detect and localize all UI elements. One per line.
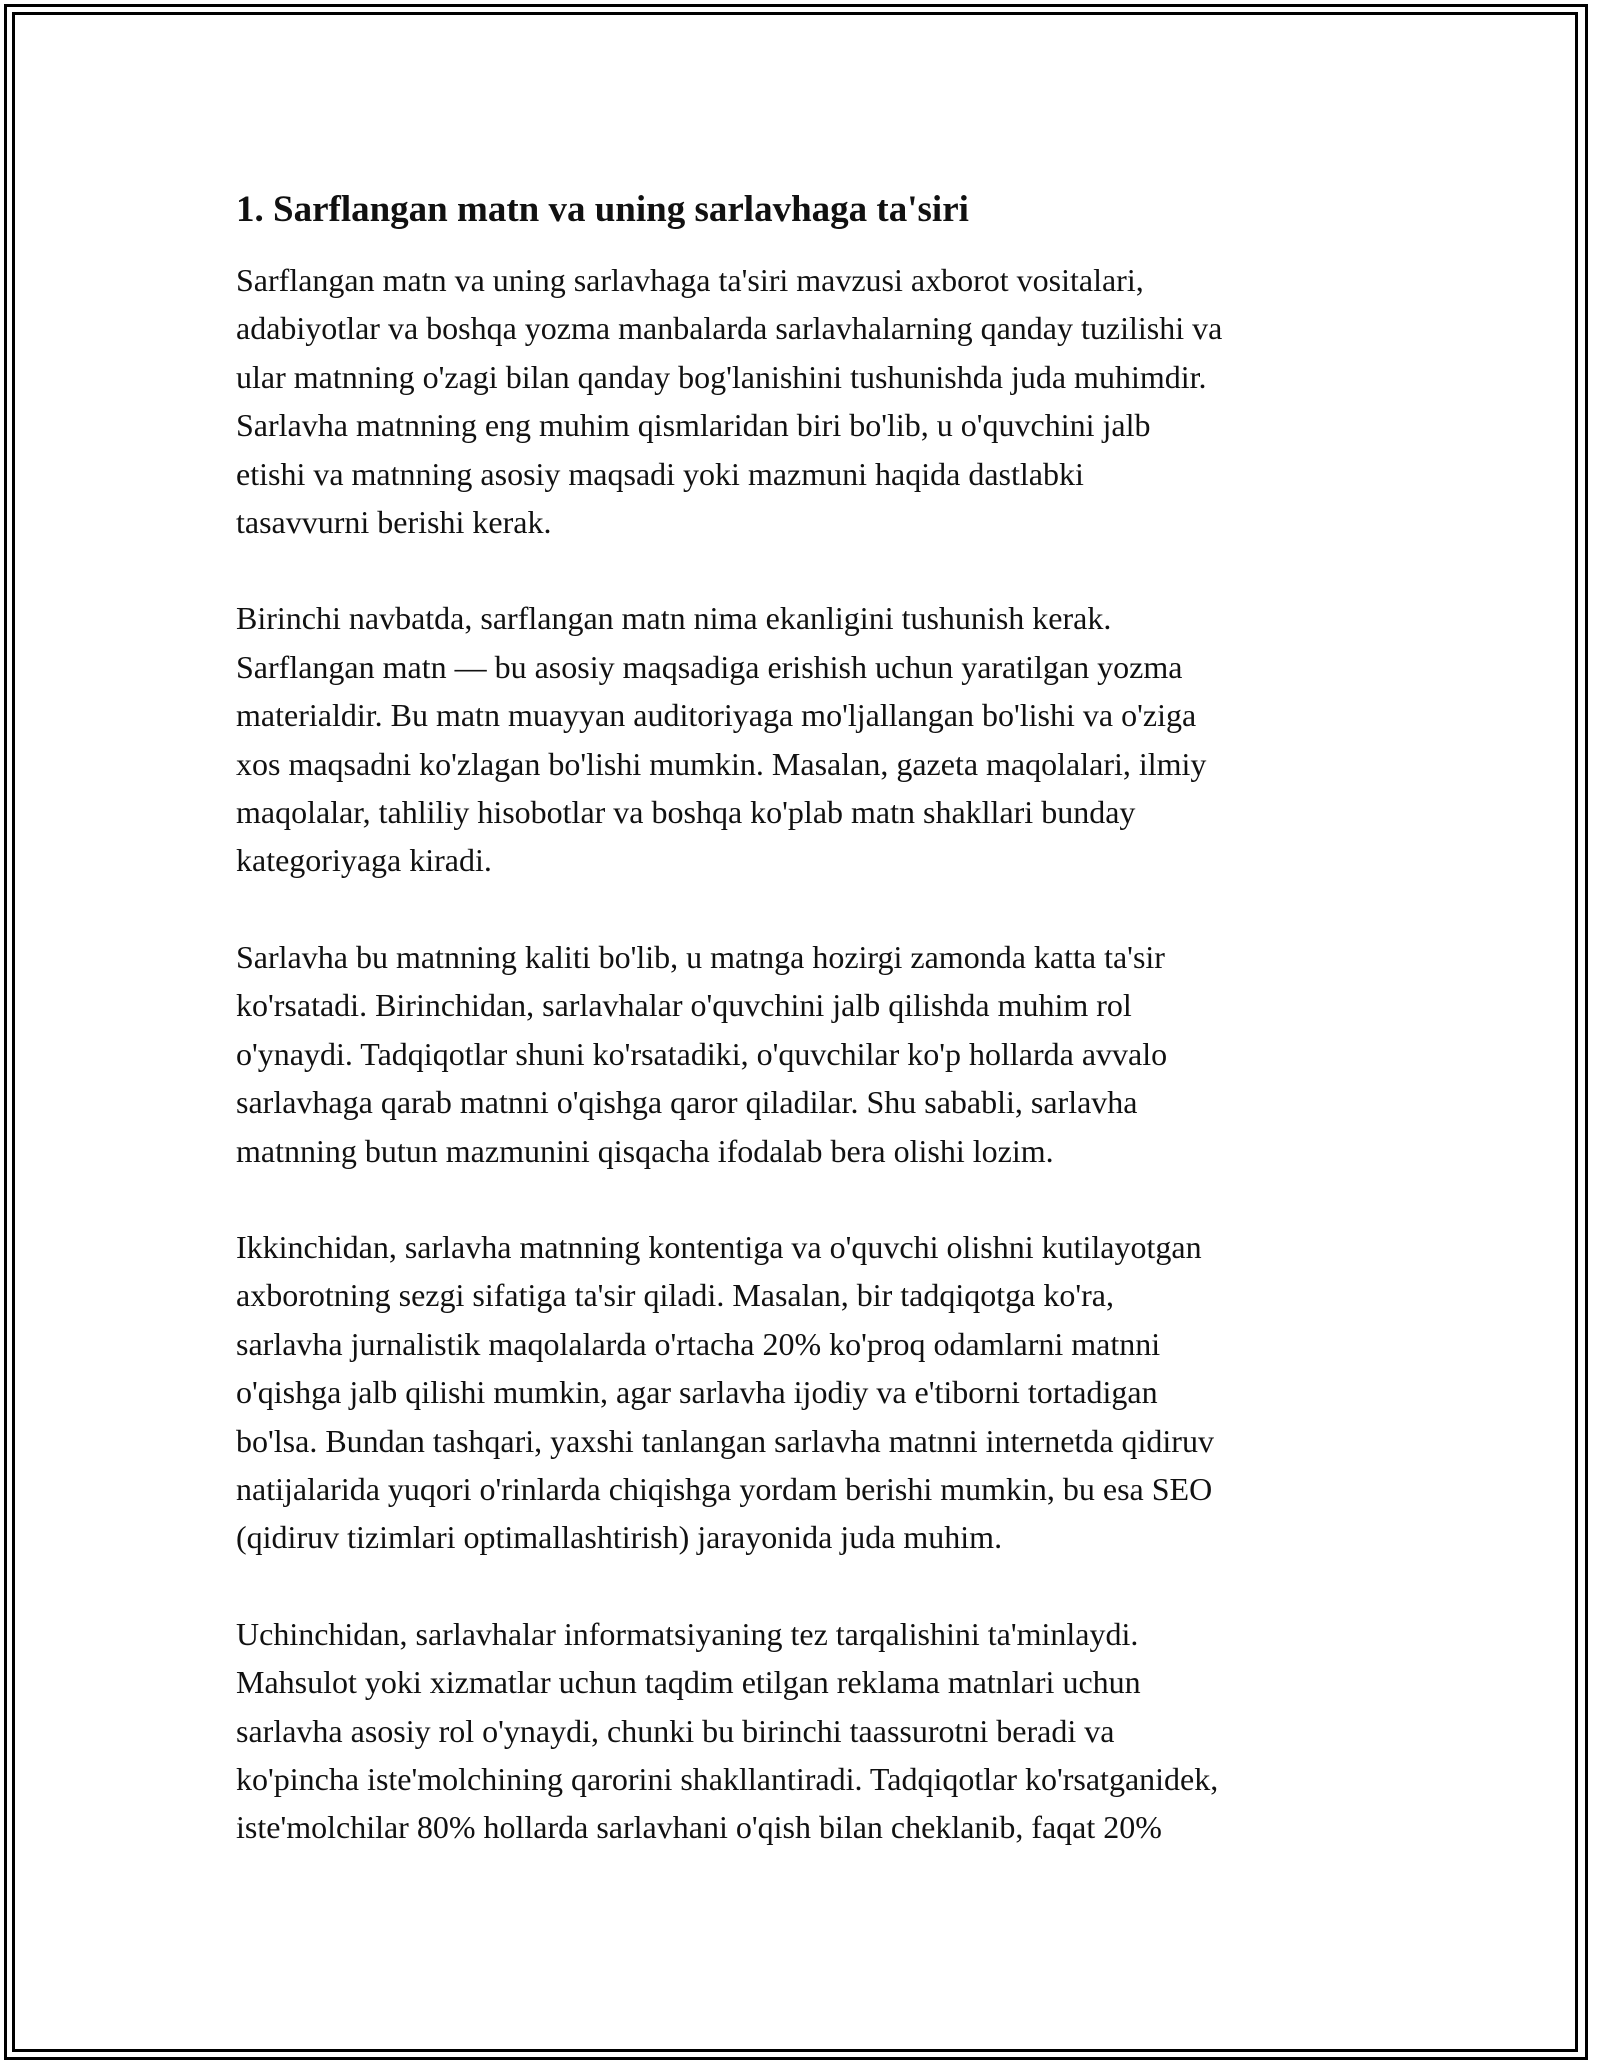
document-body: [236, 186, 1376, 1900]
text-line: Uchinchidan, sarlavhalar informatsiyaning tez tarqalishini ta'minlaydi.: [236, 1615, 1139, 1652]
text-line: o'ynaydi. Tadqiqotlar shuni ko'rsatadiki, o'quvchilar ko'p hollarda avvalo: [236, 1035, 1168, 1072]
text-line: maqolalar, tahliliy hisobotlar va boshqa ko'plab matn shakllari bunday: [236, 794, 1136, 831]
section-heading: 1. Sarflangan matn va uning sarlavhaga ta'siri: [236, 189, 969, 230]
text-line: xos maqsadni ko'zlagan bo'lishi mumkin. Masalan, gazeta maqolalari, ilmiy: [236, 745, 1207, 782]
text-line: ular matnning o'zagi bilan qanday bog'lanishini tushunishda juda muhimdir.: [236, 358, 1207, 395]
text-line: Sarlavha bu matnning kaliti bo'lib, u matnga hozirgi zamonda katta ta'sir: [236, 938, 1165, 975]
paragraph-2: [236, 594, 1376, 884]
text-line: adabiyotlar va boshqa yozma manbalarda sarlavhalarning qanday tuzilishi va: [236, 310, 1223, 347]
text-line: ko'rsatadi. Birinchidan, sarlavhalar o'quvchini jalb qilishda muhim rol: [236, 987, 1132, 1024]
text-line: (qidiruv tizimlari optimallashtirish) jarayonida juda muhim.: [236, 1519, 1003, 1556]
text-line: sarlavha jurnalistik maqolalarda o'rtacha 20% ko'proq odamlarni matnni: [236, 1325, 1161, 1362]
text-line: sarlavhaga qarab matnni o'qishga qaror qiladilar. Shu sababli, sarlavha: [236, 1084, 1138, 1121]
paragraph-4: [236, 1223, 1376, 1562]
text-line: bo'lsa. Bundan tashqari, yaxshi tanlangan sarlavha matnni internetda qidiruv: [236, 1422, 1214, 1459]
text-line: matnning butun mazmunini qisqacha ifodalab bera olishi lozim.: [236, 1132, 1054, 1169]
text-line: Birinchi navbatda, sarflangan matn nima ekanligini tushunish kerak.: [236, 600, 1112, 637]
text-line: ko'pincha iste'molchining qarorini shakllantiradi. Tadqiqotlar ko'rsatganidek,: [236, 1760, 1219, 1797]
paragraph-1: [236, 256, 1376, 546]
paragraph-5: [236, 1610, 1376, 1852]
text-line: materialdir. Bu matn muayyan auditoriyaga mo'ljallangan bo'lishi va o'ziga: [236, 697, 1197, 734]
text-line: Sarflangan matn — bu asosiy maqsadiga erishish uchun yaratilgan yozma: [236, 648, 1183, 685]
text-line: tasavvurni berishi kerak.: [236, 504, 552, 541]
text-line: sarlavha asosiy rol o'ynaydi, chunki bu birinchi taassurotni beradi va: [236, 1712, 1115, 1749]
text-line: Mahsulot yoki xizmatlar uchun taqdim etilgan reklama matnlari uchun: [236, 1664, 1141, 1701]
text-line: axborotning sezgi sifatiga ta'sir qiladi. Masalan, bir tadqiqotga ko'ra,: [236, 1277, 1114, 1314]
text-line: o'qishga jalb qilishi mumkin, agar sarlavha ijodiy va e'tiborni tortadigan: [236, 1374, 1158, 1411]
text-line: natijalarida yuqori o'rinlarda chiqishga yordam berishi mumkin, bu esa SEO: [236, 1470, 1213, 1507]
paragraph-3: [236, 933, 1376, 1175]
text-line: etishi va matnning asosiy maqsadi yoki mazmuni haqida dastlabki: [236, 455, 1084, 492]
text-line: Sarflangan matn va uning sarlavhaga ta'siri mavzusi axborot vositalari,: [236, 262, 1144, 298]
text-line: iste'molchilar 80% hollarda sarlavhani o'qish bilan cheklanib, faqat 20%: [236, 1809, 1162, 1846]
text-line: Sarlavha matnning eng muhim qismlaridan biri bo'lib, u o'quvchini jalb: [236, 407, 1151, 444]
text-line: Ikkinchidan, sarlavha matnning kontentiga va o'quvchi olishni kutilayotgan: [236, 1228, 1202, 1265]
text-line: kategoriyaga kiradi.: [236, 842, 492, 879]
